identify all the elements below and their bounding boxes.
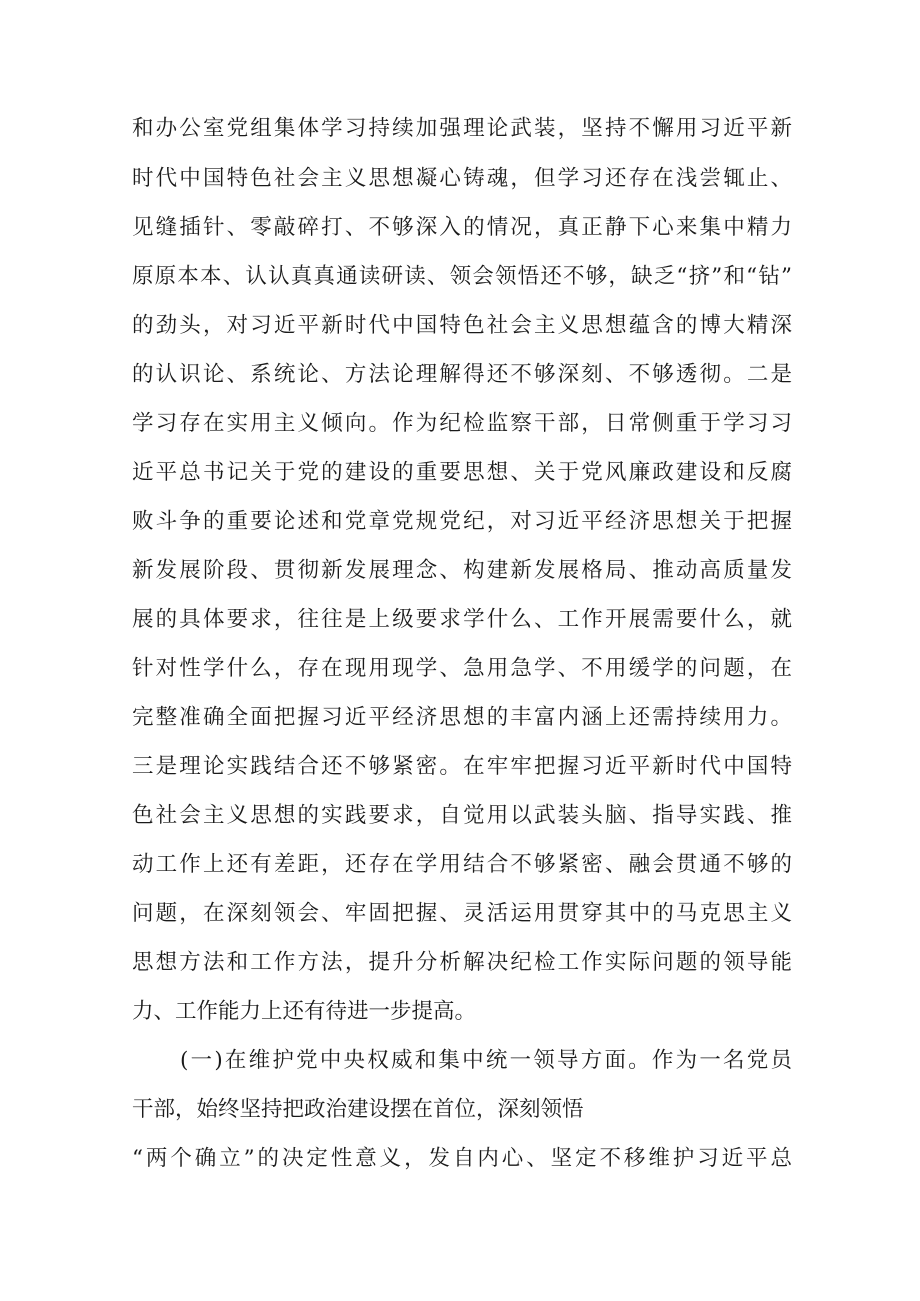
text-line: 时代中国特色社会主义思想凝心铸魂，但学习还存在浅尝辄止、: [132, 166, 792, 191]
text-line: 新发展阶段、贯彻新发展理念、构建新发展格局、推动高质量发: [132, 558, 792, 583]
text-line: 的劲头，对习近平新时代中国特色社会主义思想蕴含的博大精深: [132, 313, 792, 338]
text-line: 针对性学什么，存在现用现学、急用急学、不用缓学的问题，在: [132, 656, 792, 681]
text-line: 近平总书记关于党的建设的重要思想、关于党风廉政建设和反腐: [132, 460, 792, 485]
text-line: “两个确立”的决定性意义，发自内心、坚定不移维护习近平总: [132, 1146, 792, 1171]
text-line: 见缝插针、零敲碎打、不够深入的情况，真正静下心来集中精力: [132, 215, 792, 240]
text-line: 和办公室党组集体学习持续加强理论武装，坚持不懈用习近平新: [132, 116, 792, 141]
text-line: 动工作上还有差距，还存在学用结合不够紧密、融会贯通不够的: [132, 852, 792, 877]
text-line: 干部，始终坚持把政治建设摆在首位，深刻领悟: [132, 1097, 584, 1122]
text-line: 学习存在实用主义倾向。作为纪检监察干部，日常侧重于学习习: [132, 411, 792, 436]
text-line: 败斗争的重要论述和党章党规党纪，对习近平经济思想关于把握: [132, 509, 792, 534]
text-line: 展的具体要求，往往是上级要求学什么、工作开展需要什么，就: [132, 607, 792, 632]
text-line: 的认识论、系统论、方法论理解得还不够深刻、不够透彻。二是: [132, 362, 792, 387]
text-line: 三是理论实践结合还不够紧密。在牢牢把握习近平新时代中国特: [132, 754, 792, 779]
text-line: 完整准确全面把握习近平经济思想的丰富内涵上还需持续用力。: [132, 705, 792, 730]
section-heading-line: (一)在维护党中央权威和集中统一领导方面。作为一名党员: [180, 1048, 792, 1073]
text-line: 问题，在深刻领会、牢固把握、灵活运用贯穿其中的马克思主义: [132, 901, 792, 926]
text-line: 色社会主义思想的实践要求，自觉用以武装头脑、指导实践、推: [132, 803, 792, 828]
text-line: 思想方法和工作方法，提升分析解决纪检工作实际问题的领导能: [132, 950, 792, 975]
text-line: 力、工作能力上还有待进一步提高。: [132, 999, 477, 1024]
text-line: 原原本本、认认真真通读研读、领会领悟还不够，缺乏“挤”和“钻”: [132, 264, 792, 289]
